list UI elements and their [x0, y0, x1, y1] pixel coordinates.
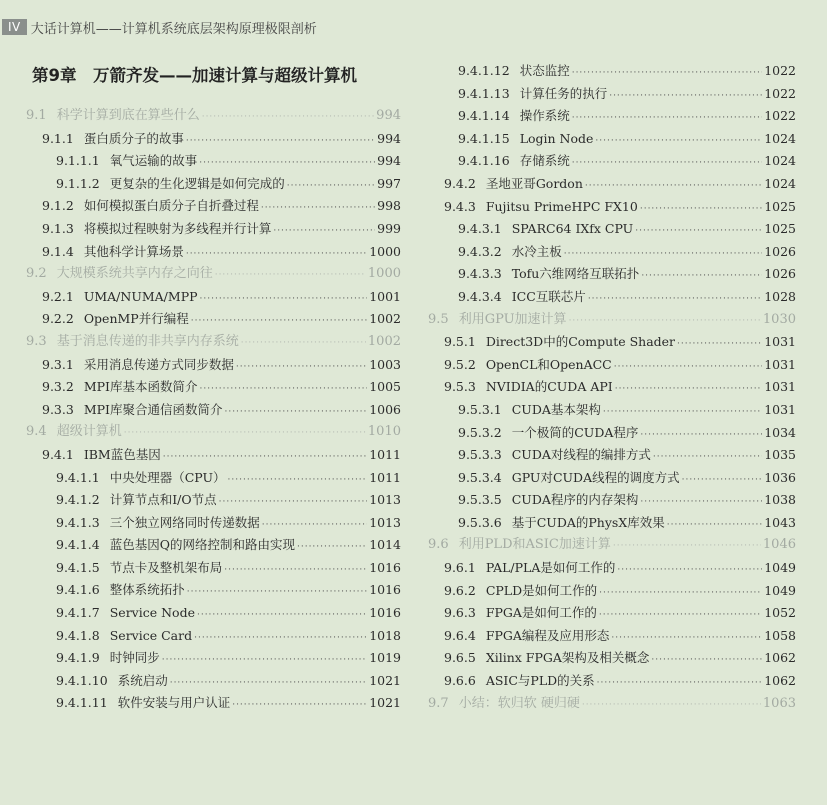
toc-entry-number: 9.2.1: [42, 288, 74, 304]
toc-entry-title: Service Node: [109, 605, 195, 621]
toc-entry-title: Direct3D中的Compute Shader: [485, 334, 676, 350]
toc-entry-page: 994: [377, 130, 401, 146]
toc-entry-page: 994: [377, 153, 401, 169]
toc-entry-number: 9.1.4: [42, 243, 74, 259]
dot-leader: [194, 627, 367, 650]
toc-entry[interactable]: [428, 173, 796, 196]
toc-entry[interactable]: [26, 128, 401, 151]
toc-entry-number: 9.4.1.2: [56, 492, 100, 508]
toc-entry-page: 1025: [764, 198, 796, 214]
toc-entry[interactable]: [428, 647, 796, 670]
toc-entry-title: 状态监控: [519, 63, 570, 78]
toc-entry-page: 1028: [764, 288, 796, 304]
toc-entry-page: 1031: [764, 334, 796, 350]
toc-entry-title: 利用GPU加速计算: [458, 311, 567, 327]
toc-entry-page: 1030: [762, 311, 796, 327]
toc-entry[interactable]: [428, 625, 796, 648]
toc-entry-title: 存储系统: [519, 153, 570, 169]
toc-entry-title: 蓝色基因Q的网络控制和路由实现: [109, 537, 295, 553]
chapter-title: 第9章 万箭齐发——加速计算与超级计算机: [32, 66, 357, 85]
toc-entry-number: 9.4.1.6: [56, 582, 100, 598]
toc-entry[interactable]: [26, 579, 401, 602]
toc-entry[interactable]: [428, 196, 796, 219]
toc-entry-number: 9.1.1.2: [56, 175, 100, 191]
toc-entry-page: 1034: [764, 424, 796, 440]
toc-entry[interactable]: [428, 444, 796, 467]
toc-entry-title: 蛋白质分子的故事: [83, 130, 184, 146]
toc-entry-page: 1022: [764, 108, 796, 124]
dot-leader: [236, 356, 367, 379]
dot-leader: [170, 672, 367, 695]
dot-leader: [641, 265, 762, 288]
toc-entry-number: 9.1.2: [42, 198, 74, 214]
dot-leader: [617, 559, 762, 582]
toc-entry-number: 9.4.1.16: [458, 153, 510, 169]
toc-entry-page: 1003: [369, 356, 401, 372]
dot-leader: [197, 604, 367, 627]
toc-entry-number: 9.4.3.3: [458, 266, 502, 282]
toc-entry[interactable]: [26, 105, 401, 128]
toc-entry[interactable]: [428, 286, 796, 309]
toc-entry-number: 9.6: [428, 537, 449, 553]
toc-entry[interactable]: [428, 693, 796, 716]
toc-entry-number: 9.4.1.11: [56, 695, 108, 711]
toc-entry-page: 1024: [764, 153, 796, 169]
dot-leader: [609, 85, 762, 108]
toc-entry-title: CPLD是如何工作的: [485, 582, 598, 598]
toc-entry-title: CUDA程序的内存架构: [511, 492, 639, 508]
toc-right-column: [428, 60, 796, 715]
toc-entry-title: 圣地亚哥Gordon: [485, 175, 583, 191]
dot-leader: [653, 446, 762, 469]
toc-entry[interactable]: [26, 173, 401, 196]
toc-entry-title: 基于CUDA的PhysX库效果: [511, 514, 665, 530]
toc-entry-title: 计算任务的执行: [519, 85, 608, 101]
toc-entry-page: 1013: [369, 492, 401, 508]
dot-leader: [572, 62, 762, 85]
toc-entry[interactable]: [428, 218, 796, 241]
toc-entry[interactable]: [26, 331, 401, 354]
toc-entry-page: 1000: [369, 243, 401, 259]
toc-entry-page: 1011: [369, 446, 401, 462]
toc-entry[interactable]: [26, 241, 401, 264]
toc-entry-page: 1024: [764, 175, 796, 191]
dot-leader: [682, 469, 763, 492]
toc-entry-page: 1022: [764, 63, 796, 78]
dot-leader: [202, 106, 374, 129]
toc-entry-page: 1035: [764, 447, 796, 463]
toc-entry-page: 1022: [764, 85, 796, 101]
toc-entry[interactable]: [26, 444, 401, 467]
toc-entry-page: 1026: [764, 243, 796, 259]
toc-entry[interactable]: [26, 263, 401, 286]
toc-entry[interactable]: [26, 692, 401, 715]
toc-entry[interactable]: [26, 512, 401, 535]
toc-entry-page: 1010: [367, 424, 401, 440]
dot-leader: [199, 152, 375, 175]
dot-leader: [640, 198, 762, 221]
toc-entry-title: IBM蓝色基因: [83, 446, 161, 462]
toc-entry-number: 9.3.2: [42, 379, 74, 395]
dot-leader: [614, 356, 762, 379]
toc-entry-number: 9.4.2: [444, 175, 476, 191]
dot-leader: [615, 378, 762, 401]
toc-entry-page: 1024: [764, 130, 796, 146]
toc-entry-number: 9.4.3.4: [458, 288, 502, 304]
dot-leader: [261, 197, 375, 220]
toc-entry[interactable]: [428, 309, 796, 332]
dot-leader: [572, 152, 762, 175]
toc-entry-number: 9.4.1.10: [56, 672, 108, 688]
toc-entry[interactable]: [26, 218, 401, 241]
toc-entry-title: OpenMP并行编程: [83, 311, 189, 327]
toc-entry-page: 1000: [367, 266, 401, 282]
toc-entry-number: 9.2: [26, 266, 47, 282]
toc-entry[interactable]: [26, 195, 401, 218]
dot-leader: [595, 130, 762, 153]
toc-entry-title: NVIDIA的CUDA API: [485, 379, 613, 395]
toc-entry-title: Xilinx FPGA架构及相关概念: [485, 650, 650, 666]
dot-leader: [215, 264, 366, 287]
toc-entry[interactable]: [428, 422, 796, 445]
toc-entry[interactable]: [428, 399, 796, 422]
toc-entry-title: 如何模拟蛋白质分子自折叠过程: [83, 198, 259, 214]
toc-entry[interactable]: [26, 376, 401, 399]
toc-entry-number: 9.3.3: [42, 401, 74, 417]
toc-entry-title: 一个极简的CUDA程序: [511, 424, 639, 440]
toc-entry[interactable]: [26, 647, 401, 670]
toc-entry-title: 利用PLD和ASIC加速计算: [458, 537, 611, 553]
toc-entry-title: 更复杂的生化逻辑是如何完成的: [109, 175, 285, 191]
toc-entry-page: 1049: [764, 582, 796, 598]
toc-entry-number: 9.4.1.9: [56, 650, 100, 666]
dot-leader: [186, 130, 375, 153]
toc-entry[interactable]: [26, 625, 401, 648]
toc-entry-page: 1031: [764, 356, 796, 372]
toc-entry-title: ASIC与PLD的关系: [485, 673, 595, 689]
toc-entry-number: 9.5.3.5: [458, 492, 502, 508]
dot-leader: [162, 649, 367, 672]
toc-entry[interactable]: [428, 60, 796, 83]
toc-entry-title: PAL/PLA是如何工作的: [485, 560, 616, 576]
toc-entry-title: FPGA编程及应用形态: [485, 627, 610, 643]
toc-entry-page: 1019: [369, 650, 401, 666]
toc-entry-page: 1021: [369, 695, 401, 711]
toc-entry-page: 1043: [764, 514, 796, 530]
toc-entry-page: 1031: [764, 401, 796, 417]
dot-leader: [224, 559, 367, 582]
dot-leader: [124, 422, 366, 445]
toc-entry-title: SPARC64 IXfx CPU: [511, 221, 634, 237]
toc-entry-title: 三个独立网络同时传递数据: [109, 514, 260, 530]
dot-leader: [599, 604, 762, 627]
toc-entry-title: 计算节点和I/O节点: [109, 492, 217, 508]
toc-entry-page: 1038: [764, 492, 796, 508]
toc-entry-title: MPI库基本函数简介: [83, 379, 198, 395]
toc-entry-number: 9.5.3.1: [458, 401, 502, 417]
toc-entry-number: 9.5.2: [444, 356, 476, 372]
dot-leader: [635, 220, 762, 243]
dot-leader: [200, 288, 368, 311]
toc-entry-number: 9.4.1.15: [458, 130, 510, 146]
toc-entry-title: OpenCL和OpenACC: [485, 356, 612, 372]
toc-entry-title: GPU对CUDA线程的调度方式: [511, 469, 680, 485]
toc-entry-page: 1021: [369, 672, 401, 688]
toc-entry-page: 998: [377, 198, 401, 214]
toc-entry-page: 1006: [369, 401, 401, 417]
toc-entry-number: 9.6.2: [444, 582, 476, 598]
toc-entry-title: 时钟同步: [109, 650, 160, 666]
toc-entry-title: 小结：软归软 硬归硬: [458, 695, 580, 711]
toc-entry[interactable]: [428, 580, 796, 603]
toc-entry-title: 科学计算到底在算些什么: [56, 108, 200, 123]
toc-entry-number: 9.4.1: [42, 446, 74, 462]
toc-entry[interactable]: [26, 557, 401, 580]
toc-entry-title: ICC互联芯片: [511, 288, 586, 304]
toc-entry-page: 1063: [762, 695, 796, 711]
toc-entry[interactable]: [26, 354, 401, 377]
toc-entry-title: 软件安装与用户认证: [117, 695, 231, 711]
toc-entry-page: 1005: [369, 379, 401, 395]
dot-leader: [569, 310, 761, 333]
dot-leader: [186, 243, 367, 266]
toc-entry-page: 1062: [764, 650, 796, 666]
toc-entry[interactable]: [26, 602, 401, 625]
toc-entry[interactable]: [428, 150, 796, 173]
toc-entry-number: 9.4.1.1: [56, 469, 100, 485]
toc-entry-page: 1018: [369, 627, 401, 643]
toc-entry-page: 1016: [369, 605, 401, 621]
dot-leader: [588, 288, 762, 311]
toc-entry-number: 9.4.3: [444, 198, 476, 214]
toc-entry-number: 9.2.2: [42, 311, 74, 327]
toc-entry-page: 1011: [369, 469, 401, 485]
toc-entry-title: 水冷主板: [511, 243, 562, 259]
toc-entry-title: 整体系统拓扑: [109, 582, 185, 598]
dot-leader: [297, 536, 367, 559]
toc-entry-page: 1001: [369, 288, 401, 304]
toc-entry-number: 9.4.3.2: [458, 243, 502, 259]
toc-entry-page: 1002: [367, 333, 401, 349]
toc-entry-title: 系统启动: [117, 672, 168, 688]
dot-leader: [219, 491, 368, 514]
toc-entry-number: 9.4.1.7: [56, 605, 100, 621]
dot-leader: [232, 694, 367, 717]
part-badge: IV: [2, 19, 27, 35]
toc-entry-number: 9.1: [26, 108, 47, 123]
toc-left-column: [26, 105, 401, 715]
dot-leader: [597, 672, 763, 695]
toc-entry-number: 9.7: [428, 695, 449, 711]
dot-leader: [228, 469, 368, 492]
toc-entry-page: 1002: [369, 311, 401, 327]
toc-entry-page: 1058: [764, 627, 796, 643]
dot-leader: [667, 514, 762, 537]
toc-entry-number: 9.5.3.4: [458, 469, 502, 485]
page-header: [0, 16, 317, 38]
dot-leader: [640, 491, 762, 514]
toc-entry-number: 9.5.1: [444, 334, 476, 350]
dot-leader: [599, 582, 762, 605]
dot-leader: [651, 649, 762, 672]
toc-entry-page: 1016: [369, 582, 401, 598]
toc-entry[interactable]: [26, 489, 401, 512]
toc-entry-number: 9.3: [26, 333, 47, 349]
toc-entry[interactable]: [428, 241, 796, 264]
toc-entry-title: 操作系统: [519, 108, 570, 124]
toc-entry[interactable]: [26, 308, 401, 331]
dot-leader: [603, 401, 762, 424]
toc-entry-number: 9.3.1: [42, 356, 74, 372]
toc-entry-number: 9.6.5: [444, 650, 476, 666]
toc-entry-page: 1025: [764, 221, 796, 237]
toc-entry-page: 999: [377, 220, 401, 236]
toc-entry[interactable]: [428, 128, 796, 151]
toc-entry[interactable]: [428, 331, 796, 354]
toc-entry-number: 9.5.3.3: [458, 447, 502, 463]
toc-entry-page: 1031: [764, 379, 796, 395]
toc-entry[interactable]: [428, 83, 796, 106]
toc-entry-page: 1036: [764, 469, 796, 485]
toc-entry[interactable]: [428, 263, 796, 286]
toc-entry-page: 1049: [764, 560, 796, 576]
toc-entry-title: Service Card: [109, 627, 193, 643]
toc-entry-number: 9.6.1: [444, 560, 476, 576]
toc-entry-title: 其他科学计算场景: [83, 243, 184, 259]
dot-leader: [287, 175, 375, 198]
dot-leader: [224, 401, 367, 424]
toc-entry[interactable]: [26, 467, 401, 490]
toc-entry-number: 9.5: [428, 311, 449, 327]
toc-entry-title: FPGA是如何工作的: [485, 605, 597, 621]
toc-entry[interactable]: [26, 399, 401, 422]
toc-entry-number: 9.6.4: [444, 627, 476, 643]
toc-entry-number: 9.6.3: [444, 605, 476, 621]
toc-entry-title: 采用消息传递方式同步数据: [83, 356, 234, 372]
toc-entry-page: 1046: [762, 537, 796, 553]
toc-entry-number: 9.1.1.1: [56, 153, 100, 169]
toc-entry[interactable]: [26, 286, 401, 309]
toc-entry-title: MPI库聚合通信函数简介: [83, 401, 223, 417]
toc-entry-number: 9.4.1.13: [458, 85, 510, 101]
toc-entry-page: 994: [376, 108, 401, 123]
toc-entry[interactable]: [26, 150, 401, 173]
toc-entry-title: Login Node: [519, 130, 594, 146]
toc-entry-number: 9.4.1.8: [56, 627, 100, 643]
toc-entry-page: 1026: [764, 266, 796, 282]
toc-entry-number: 9.1.1: [42, 130, 74, 146]
toc-entry-title: CUDA基本架构: [511, 401, 601, 417]
toc-entry-number: 9.4.1.3: [56, 514, 100, 530]
toc-entry-page: 1014: [369, 537, 401, 553]
toc-entry-title: 氧气运输的故事: [109, 153, 198, 169]
toc-entry-number: 9.5.3.6: [458, 514, 502, 530]
toc-entry-number: 9.6.6: [444, 673, 476, 689]
toc-entry-page: 1062: [764, 673, 796, 689]
toc-entry-number: 9.5.3.2: [458, 424, 502, 440]
dot-leader: [640, 424, 762, 447]
toc-entry-page: 1016: [369, 559, 401, 575]
toc-entry-number: 9.4.1.14: [458, 108, 510, 124]
toc-entry[interactable]: [26, 534, 401, 557]
toc-entry-title: 超级计算机: [56, 424, 122, 440]
toc-entry-title: 大规模系统共享内存之向往: [56, 266, 213, 282]
dot-leader: [677, 333, 762, 356]
toc-entry-title: 节点卡及整机架布局: [109, 559, 223, 575]
toc-entry-title: 将模拟过程映射为多线程并行计算: [83, 220, 272, 236]
toc-entry-number: 9.4.1.4: [56, 537, 100, 553]
toc-entry[interactable]: [428, 512, 796, 535]
toc-entry[interactable]: [428, 354, 796, 377]
dot-leader: [199, 378, 367, 401]
toc-entry[interactable]: [428, 489, 796, 512]
toc-entry[interactable]: [428, 534, 796, 557]
toc-entry[interactable]: [26, 670, 401, 693]
dot-leader: [611, 627, 762, 650]
dot-leader: [241, 332, 366, 355]
toc-entry-page: 997: [377, 175, 401, 191]
toc-entry-title: UMA/NUMA/MPP: [83, 288, 198, 304]
dot-leader: [564, 243, 762, 266]
toc-entry-page: 1013: [369, 514, 401, 530]
toc-entry-number: 9.4: [26, 424, 47, 440]
toc-entry-number: 9.4.1.5: [56, 559, 100, 575]
toc-entry[interactable]: [428, 670, 796, 693]
toc-entry[interactable]: [428, 105, 796, 128]
dot-leader: [262, 514, 367, 537]
toc-entry-title: Tofu六维网络互联拓扑: [511, 266, 640, 282]
dot-leader: [572, 107, 762, 130]
toc-entry[interactable]: [428, 467, 796, 490]
toc-entry-title: 中央处理器（CPU）: [109, 469, 226, 485]
dot-leader: [191, 310, 367, 333]
book-title: 大话计算机——计算机系统底层架构原理极限剖析: [30, 21, 317, 37]
toc-entry[interactable]: [26, 421, 401, 444]
toc-entry-title: Fujitsu PrimeHPC FX10: [485, 198, 638, 214]
dot-leader: [582, 694, 761, 717]
toc-entry-number: 9.4.1.12: [458, 63, 510, 78]
toc-entry-number: 9.1.3: [42, 220, 74, 236]
toc-entry-page: 1052: [764, 605, 796, 621]
dot-leader: [187, 581, 367, 604]
toc-entry[interactable]: [428, 376, 796, 399]
toc-entry-title: 基于消息传递的非共享内存系统: [56, 333, 239, 349]
toc-entry[interactable]: [428, 557, 796, 580]
toc-entry-number: 9.5.3: [444, 379, 476, 395]
dot-leader: [613, 535, 761, 558]
toc-entry[interactable]: [428, 602, 796, 625]
toc-entry-number: 9.4.3.1: [458, 221, 502, 237]
dot-leader: [163, 446, 367, 469]
dot-leader: [585, 175, 762, 198]
dot-leader: [273, 220, 375, 243]
toc-entry-title: CUDA对线程的编排方式: [511, 447, 651, 463]
